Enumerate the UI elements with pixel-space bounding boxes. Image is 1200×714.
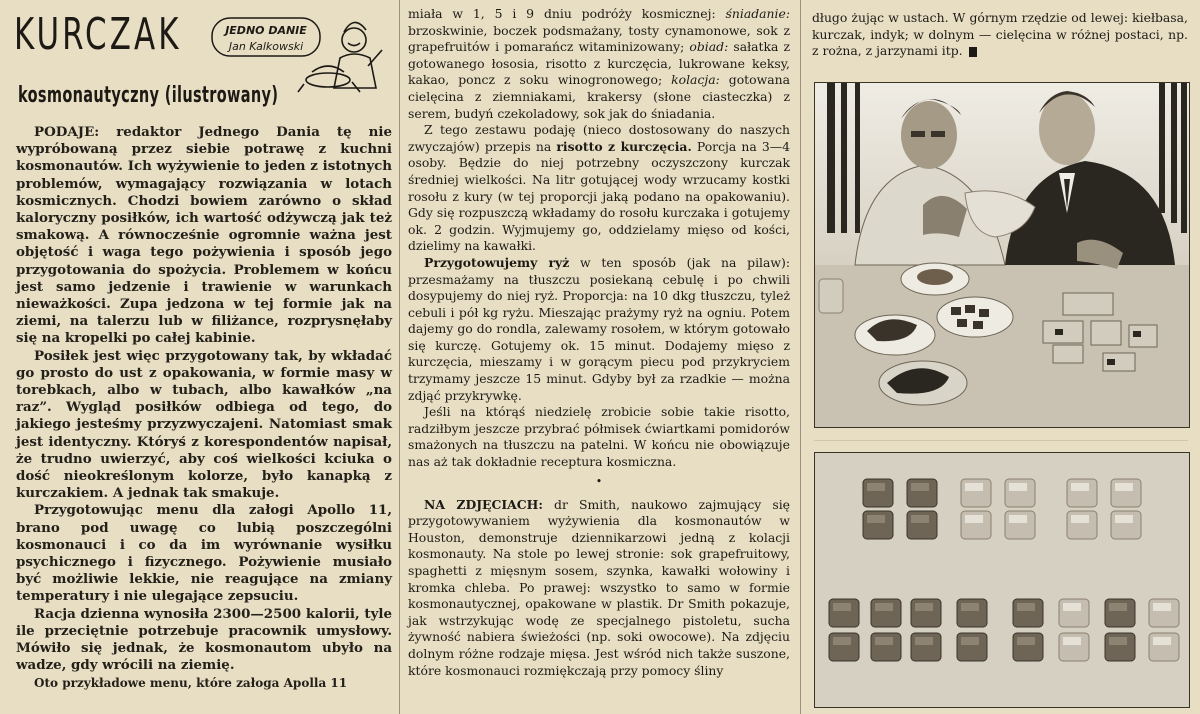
meat-cube [1105,599,1135,627]
meat-cube [829,633,859,661]
dinner-label: obiad: [689,39,729,55]
meat-cube [1005,511,1035,539]
meat-cube [1013,599,1043,627]
meat-cube [907,479,937,507]
meat-cube [1059,599,1089,627]
article-column-3 [812,10,1188,60]
meat-cube [957,633,987,661]
meat-cube [863,479,893,507]
article-paragraph: Przygotowując menu dla załogi Apollo 11, brano pod uwagę co lubią poszczególni kosmonauci i co da im wyrównanie wysiłku psychicznego i fizycznego. Pożywienie musiało być możliwie lekkie, nie reagujące na zmiany temperatury i nie ulegające zepsuciu. [16,502,392,605]
intro-text: tę nie wypróbowaną przez siebie potrawę z kuchni kosmonautów. Ich wyżywienie to jeden z istotnych problemów, wymagający rozwiązania w lotach kosmicznych. Chodzi bowiem zarówno o skład kaloryczny posiłków, ich wartość odżywczą jak też smakową. A równocześnie ogromnie ważna jest objętość i waga tego pożywienia i sposób jego przygotowania do spożycia. Problemem w końcu jest samo jedzenie i trawienie w warunkach nieważkości. Zupa jedzona w tej formie jak na ziemi, na talerzu lub w filiżance, rozprysnęłaby się na kropelki po całej kabinie. [16,124,392,347]
article-title: KURCZAK [14,9,182,60]
caption-text: dr Smith, naukowo zajmujący się przygotowywaniem wyżywienia dla kosmonautów w Houston, demonstruje dziennikarzowi jedną z kolacji kosmonauty. Na stole po lewej stronie: sok grapefruitowy, spaghetti z mięsnym sosem, szynka, kawałki wołowiny i kromka chleba. Po prawej: wszystko to samo w formie kosmonautycznej, opakowane w plastik. Dr Smith pokazuje, jak wstrzykując wodę ze specjalnego pistoletu, sucha żywność nabiera świeżości (np. soki owocowe). Na zdjęciu dolnym różne rodzaje mięsa. Jest wśród nich także suszone, które kosmonauci rozmiękczają przy pomocy śliny [408,496,791,678]
column-logo-jedno-danie [208,10,392,102]
caption-continuation [812,10,1188,60]
meat-cube [871,599,901,627]
meat-cube [829,599,859,627]
breakfast-text: brzoskwinie, boczek podsmażany, tosty cynamonowe, sok z grapefruitów i pomarańcz witaminizowany; [408,22,790,55]
meat-cube [1105,633,1135,661]
dinner-text: sałatka z gotowanego łososia, risotto z kurczęcia, lukrowane keksy, kakao, poncz z soku winogronowego; [408,39,791,88]
photo-caption [408,497,790,680]
article-paragraph [16,124,392,348]
recipe-text: Porcja na 3—4 osoby. Będzie do niej potrzebny oczyszczony kurczak średniej wielkości. Na litr gotującej wody wrzucamy kostki rosołu z kury (w tej proporcji jaką podano na opakowaniu). Gdy się rozpuszczą wkładamy do rosołu kurczaka i gotujemy ok. 2 godzin. Wyjmujemy go, oddzielamy mięso od kości, dzielimy na kawałki. [408,138,790,254]
supper-label: kolacja: [671,72,720,88]
column-rule [800,0,801,714]
rice-heading: Przygotowujemy ryż [424,254,570,270]
meat-cube [961,511,991,539]
intro-author: redaktor Jednego Dania [116,124,320,140]
meat-cube [957,599,987,627]
photo-dr-smith-demonstration [814,82,1190,428]
meat-cube [1111,479,1141,507]
recipe-paragraph [408,122,790,255]
article-paragraph [16,675,392,692]
menu-intro-bold: przykładowe menu, [62,675,192,690]
menu-intro-rest: które załoga Apolla 11 [191,675,348,690]
recipe-name: risotto z kurczęcia. [556,138,692,154]
section-separator: • [595,474,603,488]
chef-drawing-icon [298,22,382,92]
meat-cube [911,633,941,661]
serving-paragraph: Jeśli na którąś niedzielę zrobicie sobie takie risotto, radziłbym jeszcze przybrać półmisek ćwiartkami pomidorów smażonych na tłuszczu na patelni. W końcu nie obowiązuje nas aż tak dokładnie receptura kosmiczna. [408,404,790,470]
photo-divider [814,440,1188,441]
meat-cube [871,633,901,661]
rice-paragraph [408,255,790,404]
meat-cube [1013,633,1043,661]
meat-cube [1149,633,1179,661]
photo-meat-cubes [814,452,1190,708]
recipe-intro: Z tego zestawu podaję (nieco dostosowany do naszych zwyczajów) przepis na [408,122,790,154]
article-subtitle: kosmonautyczny (ilustrowany) [18,83,279,108]
rice-text: w ten sposób (jak na pilaw): przesmażamy na tłuszczu posiekaną cebulę i po chwili dosypujemy do niej ryż. Proporcja: na 10 dkg tłuszczu, tyleż cebuli i pół kg ryżu. Mieszając prażymy ryż na ogniu. Potem dajemy go do rondla, zalewamy rosołem, w którym gotowało się kurczę. Gotujemy ok. 15 minut. Dodajemy mięso z kurczęcia, mieszamy i w gorącym piecu pod przykryciem trzymamy jeszcze 15 minut. Gdyby był za rzadkie — można zdjąć przykrywkę. [408,254,790,403]
column-rule [399,0,400,714]
article-column-1 [16,124,392,692]
menu-paragraph [408,6,790,122]
logo-author-text: Jan Kalkowski [228,40,304,53]
meat-cube [907,511,937,539]
logo-title-text: JEDNO DANIE [225,24,307,37]
supper-text: gotowana cielęcina z ziemniakami, krakersy (słone ciasteczka) z serem, budyń czekoladowy, sok jak do śniadania. [408,72,790,121]
caption-label: NA ZDJĘCIACH: [424,496,543,512]
breakfast-label: śniadanie: [725,6,790,21]
meat-cube [1149,599,1179,627]
article-column-2 [408,6,790,679]
meat-cube [911,599,941,627]
caption-continuation-text: długo żując w ustach. W górnym rzędzie od lewej: kiełbasa, kurczak, indyk; w dolnym — cielęcina w różnej postaci, np. z rożna, z jarzynami itp. [812,10,1188,59]
meat-cube [1067,511,1097,539]
meat-cube [863,511,893,539]
meat-cube [1067,479,1097,507]
end-of-article-mark [969,47,977,57]
meat-cube [961,479,991,507]
meat-cube [1005,479,1035,507]
menu-text: miała w 1, 5 i 9 dniu podróży kosmicznej: [408,6,726,21]
meat-cube [1059,633,1089,661]
intro-lead: PODAJE: [34,124,100,140]
meat-cube [1111,511,1141,539]
menu-intro-start: Oto [34,675,58,690]
article-paragraph: Posiłek jest więc przygotowany tak, by wkładać go prosto do ust z opakowania, w formie masy w torebkach, albo w tubach, albo kawałków „na raz”. Wygląd posiłków odbiega od tego, do jakiego jesteśmy przyzwyczajeni. Natomiast smak jest identyczny. Któryś z korespondentów napisał, że trudno uwierzyć, aby coś wielkości kciuka o dość nieokreślonym kolorze, było kanapką z kurczakiem. A jednak tak smakuje. [16,347,392,502]
article-paragraph: Racja dzienna wynosiła 2300—2500 kalorii, tyle ile przeciętnie potrzebuje pracownik umysłowy. Mówiło się jednak, że kosmonautom ubyło na wadze, gdy wrócili na ziemię. [16,605,392,674]
